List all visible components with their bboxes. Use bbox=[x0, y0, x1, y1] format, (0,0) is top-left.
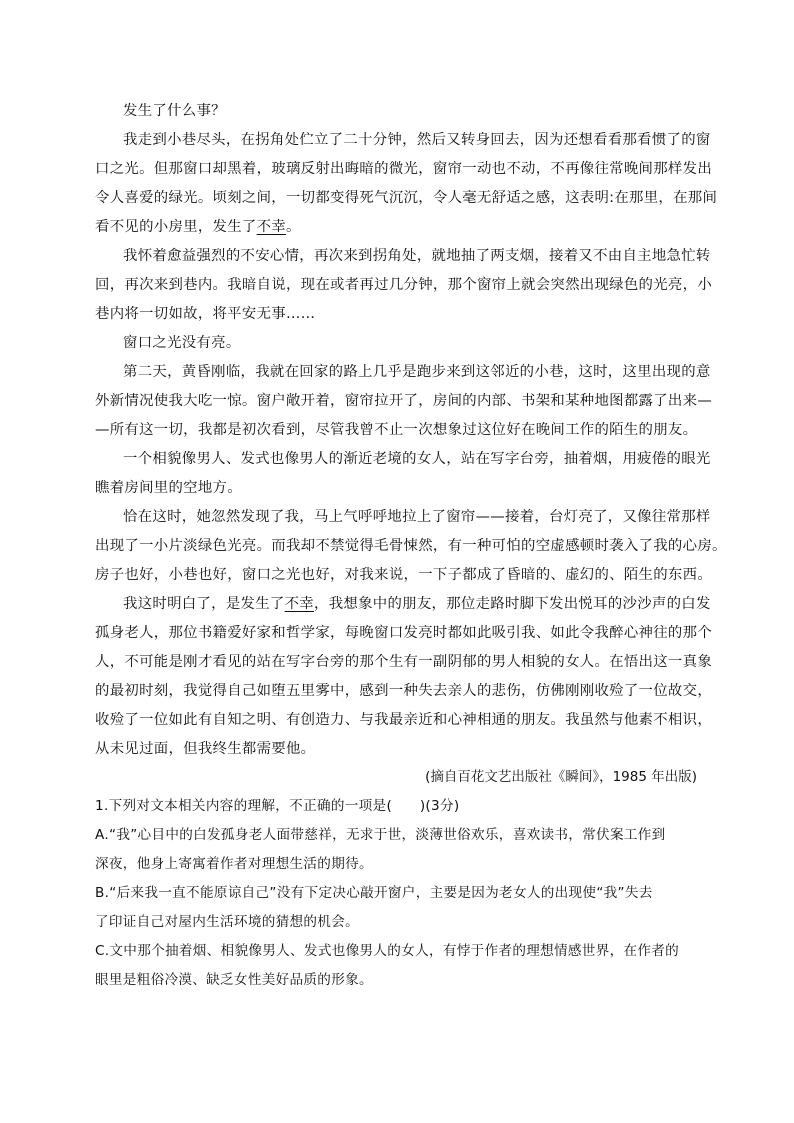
paragraph-line: 的最初时刻，我觉得自己如堕五里雾中，感到一种失去亲人的悲伤，仿佛刚刚收殓了一位故交， bbox=[95, 683, 713, 699]
paragraph-line: 我走到小巷尽头，在拐角处伫立了二十分钟，然后又转身回去，因为还想看看那看惯了的窗 bbox=[123, 132, 711, 148]
underlined-word: 不幸 bbox=[256, 219, 286, 235]
paragraph-line: 巷内将一切如故，将平安无事…… bbox=[95, 306, 316, 322]
paragraph-line: 出现了一小片淡绿色光亮。而我却不禁觉得毛骨悚然，有一种可怕的空虚感顿时袭入了我的心房。 bbox=[95, 538, 727, 554]
paragraph-line: 回，再次来到巷内。我暗自说，现在或者再过几分钟，那个窗帘上就会突然出现绿色的光亮，小 bbox=[95, 277, 713, 293]
paragraph-line: 令人喜爱的绿光。顷刻之间，一切都变得死气沉沉，令人毫无舒适之感，这表明:在那里，在那间 bbox=[95, 190, 718, 206]
paragraph-line: 收殓了一位如此有自知之明、有创造力、与我最亲近和心神相通的朋友。我虽然与他素不相识， bbox=[95, 712, 713, 728]
text-segment: ，我想象中的朋友，那位走路时脚下发出悦耳的沙沙声的白发 bbox=[314, 596, 711, 612]
option-c-line: 眼里是粗俗冷漠、缺乏女性美好品质的形象。 bbox=[95, 972, 373, 988]
paragraph-line: 窗口之光没有亮。 bbox=[123, 335, 241, 351]
paragraph-line: 瞧着房间里的空地方。 bbox=[95, 480, 242, 496]
paragraph-line: 恰在这时，她忽然发现了我，马上气呼呼地拉上了窗帘——接着，台灯亮了，又像往常那样 bbox=[123, 509, 711, 525]
option-b-line: B.“后来我一直不能原谅自己”没有下定决心敲开窗户，主要是因为老女人的出现使“我”失去 bbox=[95, 885, 653, 901]
option-c-line: C.文中那个抽着烟、相貌像男人、发式也像男人的女人，有悖于作者的理想情感世界，在作者的 bbox=[95, 943, 680, 959]
source-citation: (摘自百花文艺出版社《瞬间》，1985 年出版) bbox=[425, 769, 697, 785]
paragraph-line: 一个相貌像男人、发式也像男人的渐近老境的女人，站在写字台旁，抽着烟，用疲倦的眼光 bbox=[123, 451, 711, 467]
paragraph-line: 外新情况使我大吃一惊。窗户敞开着，窗帘拉开了，房间的内部、书架和某种地图都露了出来— bbox=[95, 393, 713, 409]
option-a-line: 深夜，他身上寄寓着作者对理想生活的期待。 bbox=[95, 856, 373, 872]
text-segment: 。 bbox=[286, 219, 301, 235]
paragraph-line: —所有这一切，我都是初次看到，尽管我曾不止一次想象过这位好在晚间工作的陌生的朋友。 bbox=[95, 422, 698, 438]
text-segment: 我这时明白了，是发生了 bbox=[123, 596, 285, 612]
paragraph-line: 我怀着愈益强烈的不安心情，再次来到拐角处，就地抽了两支烟，接着又不由自主地急忙转 bbox=[123, 248, 711, 264]
paragraph-line: 孤身老人，那位书籍爱好家和哲学家，每晚窗口发亮时都如此吸引我、如此令我醉心神往的那个 bbox=[95, 625, 713, 641]
paragraph-line: 第二天，黄昏刚临，我就在回家的路上几乎是跑步来到这邻近的小巷，这时，这里出现的意 bbox=[123, 364, 711, 380]
text-segment: 看不见的小房里，发生了 bbox=[95, 219, 257, 235]
paragraph-line: 发生了什么事？ bbox=[123, 103, 226, 119]
option-b-line: 了印证自己对屋内生活环境的猜想的机会。 bbox=[95, 914, 359, 930]
underlined-word: 不幸 bbox=[284, 596, 314, 612]
paragraph-line bbox=[95, 217, 710, 237]
paragraph-line: 房子也好，小巷也好，窗口之光也好，对我来说，一下子都成了昏暗的、虚幻的、陌生的东西。 bbox=[95, 567, 713, 583]
option-a-line: A.“我”心目中的白发孤身老人面带慈祥，无求于世，淡薄世俗欢乐，喜欢读书，常伏案工作到 bbox=[95, 827, 666, 843]
paragraph-line: 从未见过面，但我终生都需要他。 bbox=[95, 741, 316, 757]
paragraph-line bbox=[123, 594, 738, 614]
question-stem: 1.下列对文本相关内容的理解，不正确的一项是( )(3分) bbox=[95, 798, 460, 814]
paragraph-line: 人，不可能是刚才看见的站在写字台旁的那个生有一副阴郁的男人相貌的女人。在悟出这一真象 bbox=[95, 654, 713, 670]
paragraph-line: 口之光。但那窗口却黑着，玻璃反射出晦暗的微光，窗帘一动也不动，不再像往常晚间那样发出 bbox=[95, 161, 713, 177]
